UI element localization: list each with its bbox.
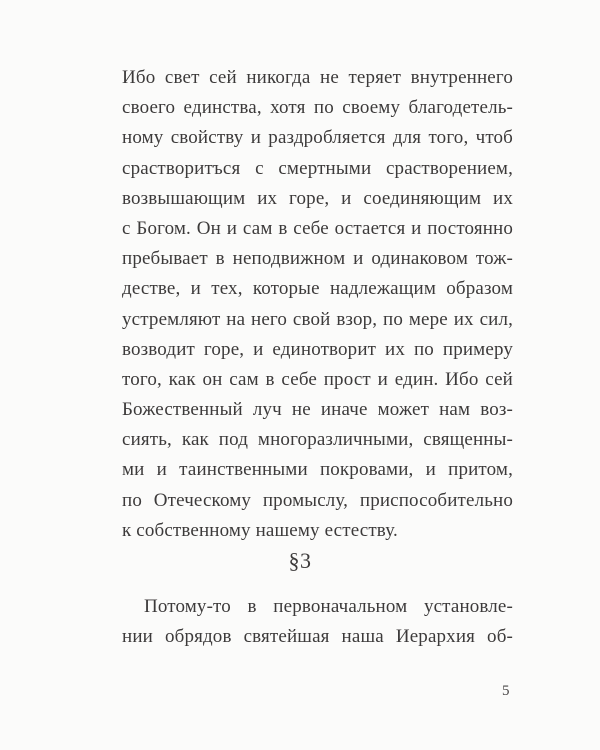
paragraph-1 bbox=[122, 63, 513, 546]
text-line: пребывает в неподвижном и одинаковом тож- bbox=[122, 248, 513, 270]
text-line: того, как он сам в себе прост и един. Ибо сей bbox=[122, 368, 513, 390]
text-line: своего единства, хотя по своему благодетель- bbox=[122, 97, 513, 119]
text-line: к собственному нашему естеству. bbox=[122, 519, 398, 541]
page-number: 5 bbox=[502, 683, 510, 699]
text-line: дестве, и тех, которые надлежащим образом bbox=[122, 278, 513, 300]
section-heading: §3 bbox=[288, 548, 312, 573]
text-line: возводит горе, и единотворит их по примеру bbox=[122, 338, 513, 360]
text-line: устремляют на него свой взор, по мере их сил, bbox=[122, 308, 513, 330]
text-line: Ибо свет сей никогда не теряет внутреннего bbox=[122, 67, 513, 88]
text-line: возвышающим их горе, и соединяющим их bbox=[122, 187, 513, 209]
text-line: ному свойству и раздробляется для того, чтоб bbox=[122, 127, 513, 149]
text-line: сиять, как под многоразличными, священны- bbox=[122, 429, 513, 451]
text-line: срастворитъся с смертными срастворением, bbox=[122, 157, 513, 179]
text-line: Потому-то в первоначальном установле- bbox=[144, 596, 513, 617]
text-line: Божественный луч не иначе может нам воз- bbox=[122, 399, 513, 421]
paragraph-2 bbox=[122, 592, 513, 652]
text-line: нии обрядов святейшая наша Иерархия об- bbox=[122, 626, 513, 648]
text-line: ми и таинственными покровами, и притом, bbox=[122, 459, 513, 481]
text-line: с Богом. Он и сам в себе остается и постоянно bbox=[122, 217, 513, 239]
text-line: по Отеческому промыслу, приспособительно bbox=[122, 489, 513, 511]
